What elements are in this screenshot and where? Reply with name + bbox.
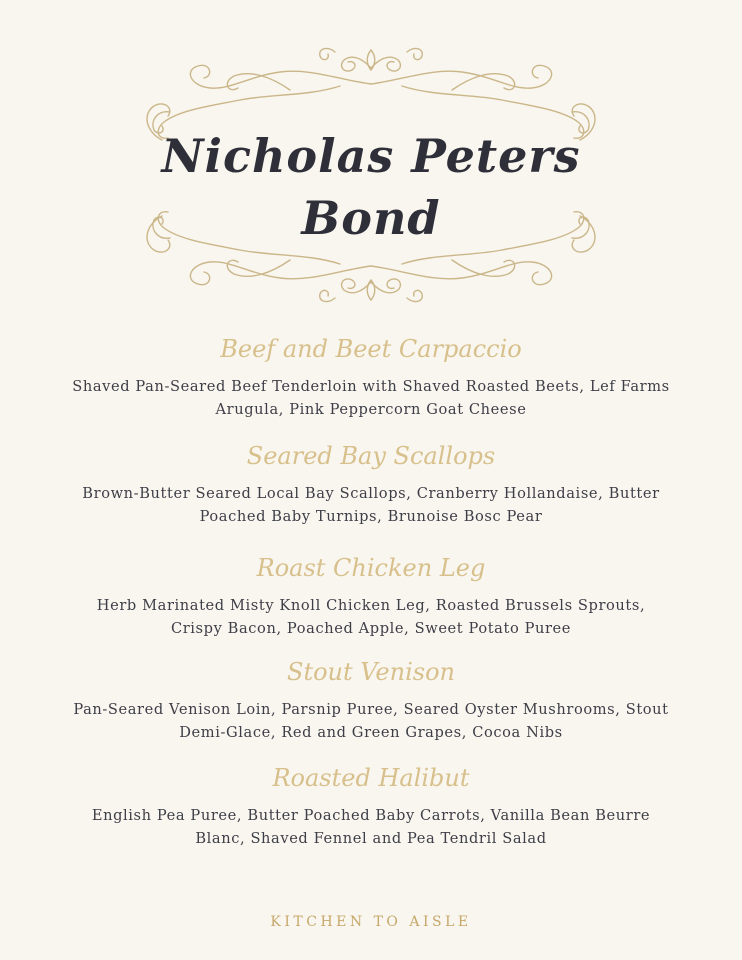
course-description: Shaved Pan-Seared Beef Tenderloin with Shaved Roasted Beets, Lef Farms Arugula, Pink Peppercorn Goat Cheese [72, 378, 670, 418]
name-title-line2: Bond [301, 191, 441, 245]
course-description: English Pea Puree, Butter Poached Baby Carrots, Vanilla Bean Beurre Blanc, Shaved Fennel and Pea Tendril Salad [91, 807, 651, 847]
course-item [0, 440, 742, 528]
name-title-line1: Nicholas Peters [161, 129, 581, 183]
course-title: Beef and Beet Carpaccio [220, 335, 522, 363]
course-description: Pan-Seared Venison Loin, Parsnip Puree, Seared Oyster Mushrooms, Stout Demi-Glace, Red and Green Grapes, Cocoa Nibs [73, 701, 669, 741]
course-title: Stout Venison [287, 658, 455, 686]
course-title: Roasted Halibut [272, 764, 470, 792]
course-description: Brown-Butter Seared Local Bay Scallops, Cranberry Hollandaise, Butter Poached Baby Turnips, Brunoise Bosc Pear [82, 485, 660, 525]
course-item [0, 333, 742, 421]
footer-brand: KITCHEN TO AISLE [270, 914, 472, 930]
course-title: Seared Bay Scallops [246, 442, 496, 470]
course-item [0, 656, 742, 744]
course-title: Roast Chicken Leg [256, 554, 486, 582]
course-item [0, 552, 742, 640]
course-item [0, 762, 742, 850]
course-description: Herb Marinated Misty Knoll Chicken Leg, Roasted Brussels Sprouts, Crispy Bacon, Poached Apple, Sweet Potato Puree [96, 597, 646, 637]
